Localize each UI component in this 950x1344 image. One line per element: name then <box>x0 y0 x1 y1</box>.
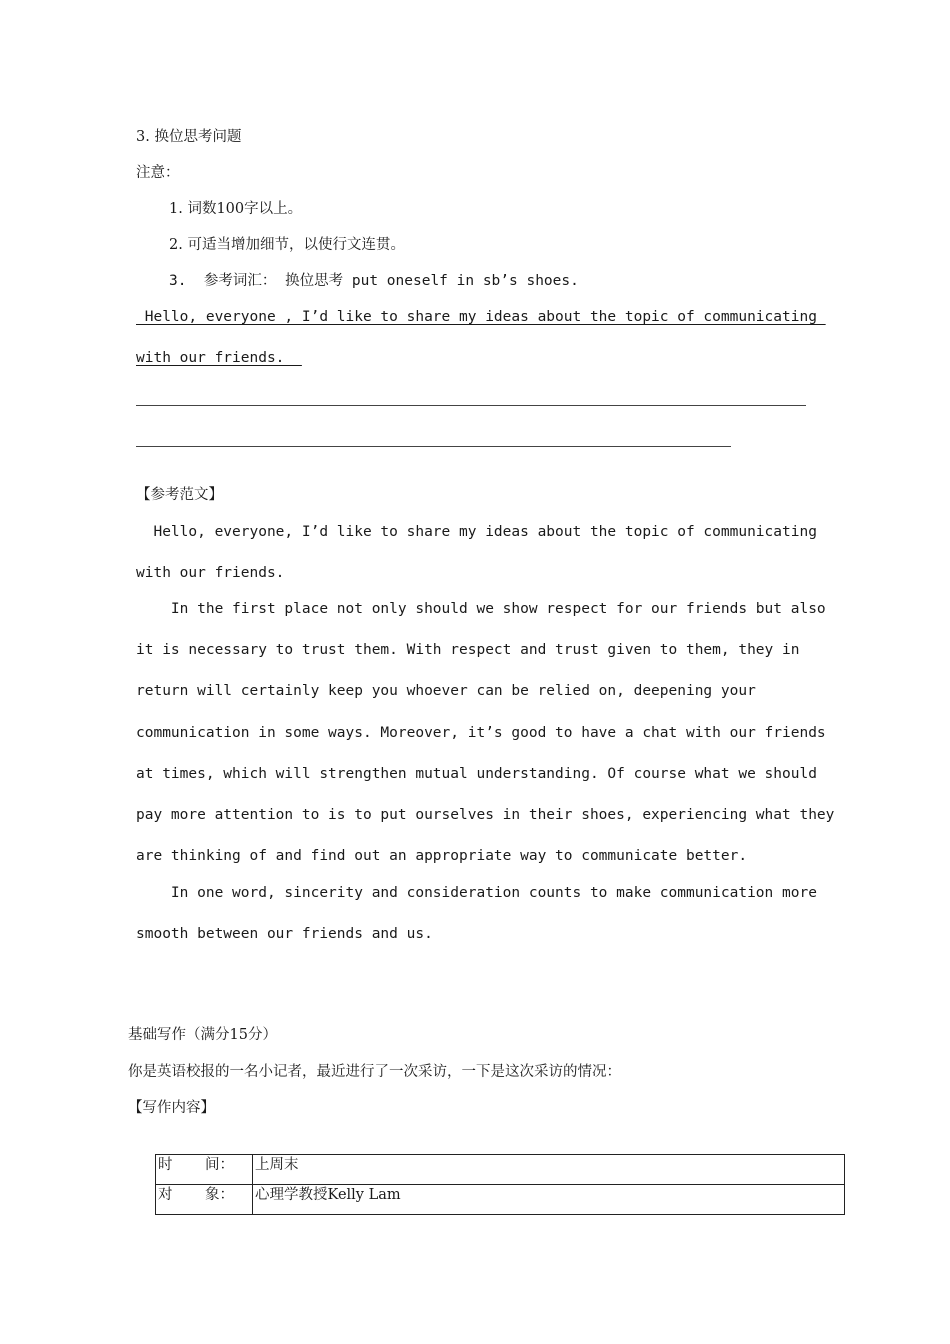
essay-line: it is necessary to trust them. With respect and trust given to them, they in <box>136 642 800 658</box>
essay-line: return will certainly keep you whoever can be relied on, deepening your <box>136 683 756 699</box>
section-b-intro: 你是英语校报的一名小记者，最近进行了一次采访，一下是这次采访的情况： <box>128 1064 621 1080</box>
table-value-cell: 心理学教授Kelly Lam <box>253 1185 845 1215</box>
note-3: 3. 参考词汇： 换位思考 put oneself in sb’s shoes. <box>169 273 579 289</box>
writing-line-1 <box>136 405 806 406</box>
interview-info-table <box>155 1154 845 1215</box>
note-1: 1. 词数100字以上。 <box>169 201 303 217</box>
table-row <box>156 1185 845 1215</box>
table-label-cell <box>156 1155 253 1185</box>
starter-line-1: Hello, everyone , I’d like to share my ideas about the topic of communicating <box>136 309 826 325</box>
notes-heading: 注意： <box>136 165 180 181</box>
essay-line: In one word, sincerity and consideration counts to make communication more <box>136 885 817 901</box>
essay-line: communication in some ways. Moreover, it’s good to have a chat with our friends <box>136 725 826 741</box>
table-label-cell <box>156 1185 253 1215</box>
table-row <box>156 1155 845 1185</box>
essay-line: at times, which will strengthen mutual understanding. Of course what we should <box>136 766 817 782</box>
label-part: 对 <box>158 1187 173 1203</box>
label-part: 间： <box>205 1157 234 1173</box>
label-part: 象： <box>205 1187 234 1203</box>
section-b-title: 基础写作（满分15分） <box>128 1027 277 1043</box>
writing-content-heading: 【写作内容】 <box>128 1100 215 1116</box>
essay-line: smooth between our friends and us. <box>136 926 433 942</box>
item-3-title: 3. 换位思考问题 <box>136 129 242 145</box>
table-value-cell: 上周末 <box>253 1155 845 1185</box>
essay-line: with our friends. <box>136 565 285 581</box>
model-essay-heading: 【参考范文】 <box>136 487 223 503</box>
note-2: 2. 可适当增加细节，以使行文连贯。 <box>169 237 405 253</box>
essay-line: pay more attention to is to put ourselves in their shoes, experiencing what they <box>136 807 835 823</box>
label-part: 时 <box>158 1157 173 1173</box>
essay-line: are thinking of and find out an appropriate way to communicate better. <box>136 848 748 864</box>
starter-line-2: with our friends. <box>136 350 302 366</box>
essay-line: In the first place not only should we show respect for our friends but also <box>136 601 826 617</box>
writing-line-2 <box>136 446 731 447</box>
essay-line: Hello, everyone, I’d like to share my ideas about the topic of communicating <box>136 524 817 540</box>
